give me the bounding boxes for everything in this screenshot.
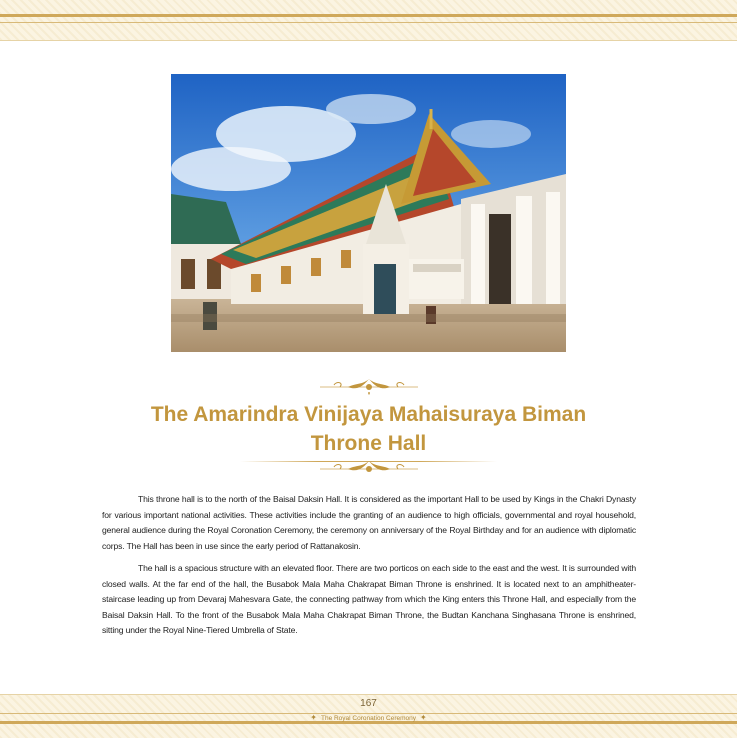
star-icon: ✦ [310, 713, 317, 722]
star-icon: ✦ [420, 713, 427, 722]
footer-caption [0, 713, 737, 722]
throne-hall-illustration [171, 74, 566, 352]
page-number: 167 [360, 698, 377, 709]
throne-hall-photo [171, 74, 566, 352]
title-ornament-top [318, 375, 420, 399]
border-line [0, 14, 737, 17]
title-ornament-bottom [318, 457, 420, 481]
paragraph-2: The hall is a spacious structure with an elevated floor. There are two porticos on each side to the east and the west. It is surrounded with closed walls. At the far end of the hall, the Busabok Mala Maha Chakrapat Biman Throne is enshrined. It is located next to an amphitheater-staircase leading up from Devaraj Mahesvara Gate, the connecting pathway from which the King enters this Throne Hall, and especially from the Baisal Daksin Hall. To the front of the Busabok Mala Maha Chakrapat Biman Throne, the Budtan Kanchana Singhasana Throne is enshrined, sitting under the Royal Nine-Tiered Umbrella of State. [102, 563, 636, 635]
title-line-1: The Amarindra Vinijaya Mahaisuraya Biman [150, 403, 587, 426]
title-line-2: Throne Hall [310, 432, 427, 455]
paragraph-1: This throne hall is to the north of the Baisal Daksin Hall. It is considered as the important Hall to be used by Kings in the Chakri Dynasty for various important national activities. These activities include the granting of an audience to high officials, governmental and royal household, general audience during the Royal Coronation Ceremony, the ceremony on anniversary of the Royal Birthday and for an audience with diplomatic corps. The Hall has been in use since the early period of Rattanakosin. [102, 494, 636, 551]
top-decorative-border [0, 0, 737, 41]
border-line [0, 22, 737, 23]
body-text [102, 492, 636, 646]
page-title [100, 400, 637, 458]
footer-caption-text: The Royal Coronation Ceremony [320, 715, 417, 722]
